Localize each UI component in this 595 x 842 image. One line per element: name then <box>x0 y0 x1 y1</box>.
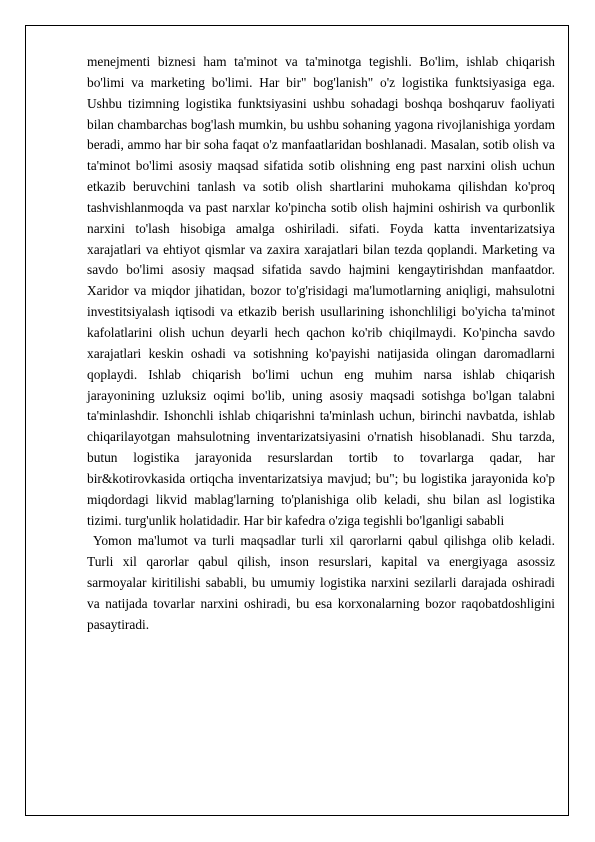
paragraph-1: menejmenti biznesi ham ta'minot va ta'minotga tegishli. Bo'lim, ishlab chiqarish bo'limi va marketing bo'limi. Har bir" bog'lanish" o'z logistika funktsiyasiga ega. Ushbu tizimning logistika funktsiyasini ushbu sohadagi boshqa boshqaruv faoliyati bilan chambarchas bog'lash mumkin, bu ushbu sohaning yagona rivojlanishiga yordam beradi, ammo har bir soha faqat o'z manfaatlaridan boshlanadi. Masalan, sotib olish va ta'minot bo'limi asosiy maqsad sifatida sotib olishning eng past narxini olish uchun etkazib beruvchini tanlash va sotib olish shartlarini muhokama qilishdan ko'proq tashvishlanmoqda va past narxlar ko'pincha sotib olish hajmini oshirish va qurbonlik narxini to'lash hisobiga amalga oshiriladi. sifati. Foyda katta inventarizatsiya xarajatlari va ehtiyot qismlar va zaxira xarajatlari bilan tezda qoplandi. Marketing va savdo bo'limi asosiy maqsad sifatida savdo hajmini kengaytirishdan manfaatdor. Xaridor va miqdor jihatidan, bozor to'g'risidagi ma'lumotlarning aniqligi, mahsulotni investitsiyalash iqtisodi va etkazib berish usullarining ishonchliligi bo'yicha ta'minot kafolatlarini olish uchun deyarli hech qachon ko'rib chiqilmaydi. Ko'pincha savdo xarajatlari keskin oshadi va sotishning ko'payishi natijasida olingan daromadlarni qoplaydi. Ishlab chiqarish bo'limi uchun eng muhim narsa ishlab chiqarish jarayonining uzluksiz oqimi bo'lib, uning asosiy maqsadi sotishga bo'lgan talabni ta'minlashdir. Ishonchli ishlab chiqarishni ta'minlash uchun, birinchi navbatda, ishlab chiqarilayotgan mahsulotning inventarizatsiyasini o'rnatish hisoblanadi. Shu tarzda, butun logistika jarayonida resurslardan tortib to tovarlarga qadar, har bir&kotirovkasida ortiqcha inventarizatsiya mavjud; bu"; bu logistika jarayonida ko'p miqdordagi likvid mablag'larning to'planishiga olib keladi, shu bilan asl logistika tizimi. turg'unlik holatidadir. Har bir kafedra o'ziga tegishli bo'lganligi sababli <box>87 54 555 528</box>
document-body <box>87 52 555 636</box>
paragraph-2: Yomon ma'lumot va turli maqsadlar turli xil qarorlarni qabul qilishga olib keladi. Turli xil qarorlar qabul qilish, inson resurslari, kapital va energiyaga asossiz sarmoyalar kiritilishi sababli, bu umumiy logistika narxini sezilarli darajada oshiradi va natijada tovarlar narxini oshiradi, bu esa korxonalarning bozor raqobatdoshligini pasaytiradi. <box>87 533 555 632</box>
